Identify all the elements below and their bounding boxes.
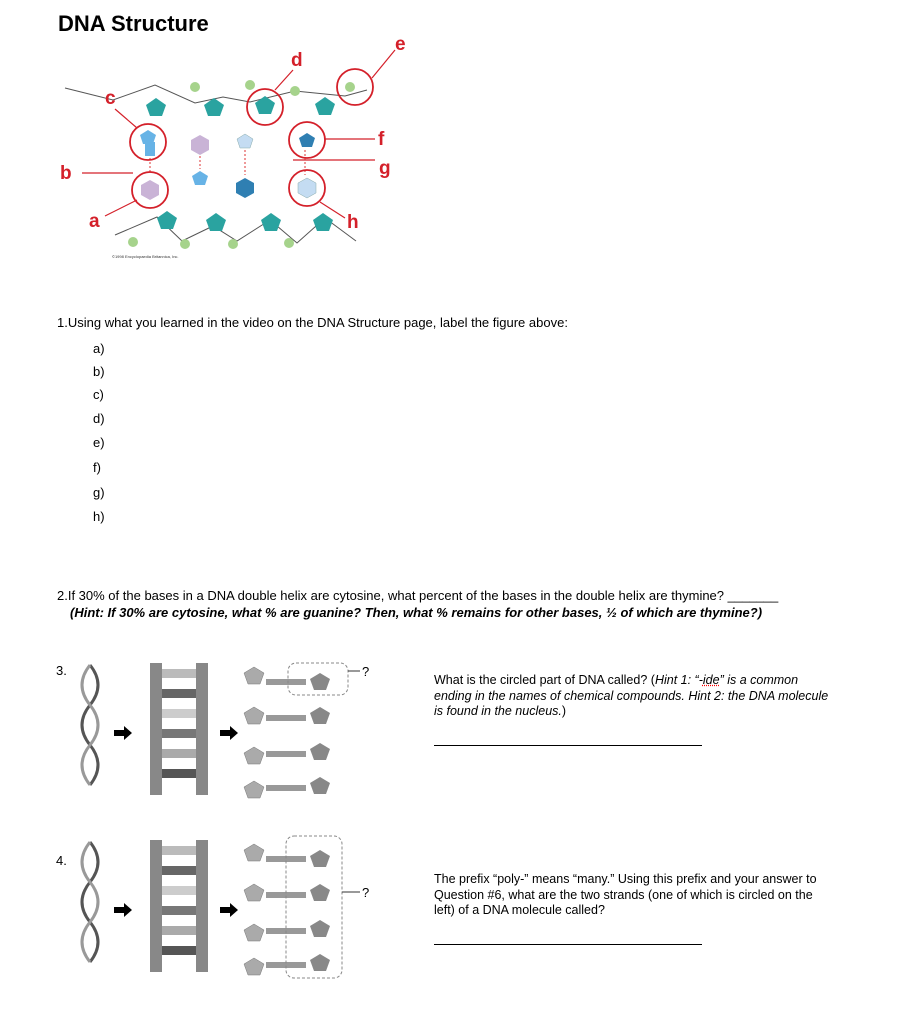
- question-1: 1.Using what you learned in the video on the DNA Structure page, label the figure above:: [57, 315, 568, 330]
- copyright-note: ©1998 Encyclopaedia Britannica, Inc.: [112, 254, 179, 259]
- option-a: a): [93, 341, 105, 356]
- option-c: c): [93, 387, 104, 402]
- question-4-number: 4.: [56, 853, 67, 868]
- question-3-text: What is the circled part of DNA called? (Hint 1: “-ide” is a common ending in the names of chemical compounds. Hint 2: the DNA molecule is found in the nucleus.): [434, 673, 829, 718]
- figure-label-e: e: [395, 34, 406, 55]
- option-g: g): [93, 485, 105, 500]
- question-2-hint: (Hint: If 30% are cytosine, what % are guanine? Then, what % remains for other bases, ½ of which are thymine?): [70, 605, 763, 620]
- figure-label-f: f: [378, 129, 385, 150]
- option-h: h): [93, 509, 105, 524]
- figure-label-d: d: [291, 50, 303, 71]
- dna-structure-figure: [45, 30, 425, 270]
- figure-label-h: h: [347, 212, 359, 233]
- figure-label-b: b: [60, 163, 72, 184]
- question-4-text: The prefix “poly-” means “many.” Using this prefix and your answer to Question #6, what are the two strands (one of which is circled on the left) of a DNA molecule called?: [434, 872, 817, 917]
- question-2-blank[interactable]: _______: [727, 588, 779, 603]
- page-title: DNA Structure: [58, 11, 209, 36]
- option-e: e): [93, 435, 105, 450]
- question-4-marker: ?: [362, 885, 370, 900]
- question-3-number: 3.: [56, 663, 67, 678]
- nucleotide-diagram-4: [70, 832, 390, 982]
- question-2-text: 2.If 30% of the bases in a DNA double helix are cytosine, what percent of the bases in the double helix are thymine?: [57, 588, 725, 603]
- option-b: b): [93, 364, 105, 379]
- figure-label-g: g: [379, 158, 391, 179]
- question-3-answer-line[interactable]: [434, 745, 702, 746]
- question-4-answer-line[interactable]: [434, 944, 702, 945]
- option-f: f): [93, 460, 101, 475]
- nucleotide-diagram-3: [70, 655, 390, 805]
- option-d: d): [93, 411, 105, 426]
- figure-label-a: a: [89, 211, 100, 232]
- question-3-marker: ?: [362, 664, 370, 679]
- figure-label-c: c: [105, 88, 116, 109]
- question-2: [57, 588, 778, 603]
